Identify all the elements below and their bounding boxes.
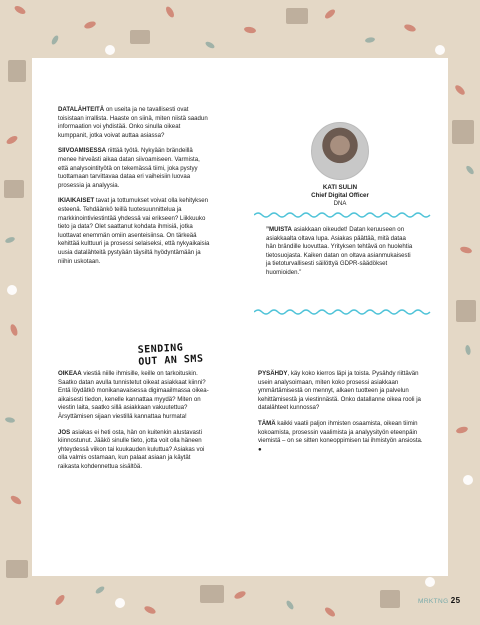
profile-org: DNA <box>333 201 347 207</box>
profile-name: KATI SULIN <box>322 184 358 191</box>
wave-divider-top <box>254 211 432 219</box>
paragraph-tama: TÄMÄ kaikki vaatii paljon ihmisten osaamista, oikean tiimin kokoamista, prosessin vaalimista ja analyysityön eteenpäin viemistä – on se sitten koneoppimisen tai ihmistyön ansiosta. ● <box>258 419 423 453</box>
profile-title: Chief Digital Officer <box>311 192 369 199</box>
page-footer <box>418 596 461 605</box>
paragraph-datalahteita: DATALÄHTEITÄ on useita ja ne tavallisesti ovat toisistaan irrallista. Haaste on siinä, miten niistä saadun informaation voi yhdistää. Onko sinulla oikeat kumppanit, jotka voivat auttaa asiassa? <box>58 106 208 139</box>
left-column-top <box>58 106 210 273</box>
paragraph-siivoamisessa: SIIVOAMISESSA riittää työtä. Nykyään brändeillä menee hirveästi aikaa datan siivoamiseen. Varmista, että analysointityötä on tekemässä tiimi, joka pystyy tuottamaan tarvittavaa dataa eri vaiheisiin luovaa prosessia ja analyysia. <box>58 147 200 189</box>
right-column-bottom <box>258 370 426 461</box>
section-heading: SENDING OUT AN SMS <box>137 342 204 368</box>
paragraph-pysahdy: PYSÄHDY, käy koko kierros läpi ja toista. Pysähdy riittävän usein analysoimaan, miten koko prosessi asiakkaan ymmärtämisestä on mennyt, alkaen tuotteen ja palvelun kehittämisestä ja viestinnästä. Onko datallanne oikea rooli ja datalähteet kunnossa? <box>258 370 421 412</box>
magazine-name: MRKTNG <box>418 598 449 605</box>
wave-divider-bottom <box>254 308 432 316</box>
pull-quote: ”MUISTA asiakkaan oikeudet! Datan keruuseen on asiakkaalta oltava lupa. Asiakas päättää, mitä dataa hän brändille luovuttaa. Yrityksen tehtävä on huolehtia tietosuojasta. Kaiken datan on oltava asianmukaisesti ja tietoturvallisesti säilöttyä GDPR-säädökset huomioiden.” <box>266 226 413 276</box>
paragraph-oikeaa: OIKEAA viestiä niille ihmisille, keille on tarkoituskin. Saatko datan avulla tunnistetut oikeat asiakkaat kiinni? Entä löydätkö monikanavaisessa digimaailmassa oikea-aikaisesti tiedon, kenelle kannattaa myydä? Miten on viestin laita, saatko sillä asiakkaan vakuutettua? Ärsyttämisen sijaan viestillä kannattaa hurmata! <box>58 370 209 420</box>
page-number: 25 <box>450 596 461 605</box>
profile-card <box>254 122 426 208</box>
left-column-bottom <box>58 370 210 479</box>
avatar <box>311 122 369 180</box>
paragraph-jos: JOS asiakas ei heti osta, hän on kuitenkin alustavasti kiinnostunut. Jääkö sinulle tieto, jotta voit olla häneen yhteydessä viikon tai kuukauden kuluttua? Asiakas voi olla valmis ostamaan, kun palaat asiaan ja käytät raikasta kohdennettua sisältöä. <box>58 428 205 470</box>
paragraph-ikiaikaiset: IKIAIKAISET tavat ja tottumukset voivat olla kehityksen esteenä. Tehdäänkö teillä tuotesuunnittelua ja markkinointiviestintää yhdessä vai erikseen? Liikkuuko tieto ja data? Olet saattanut kohdata ihmisiä, jotka luottavat enemmän omiin asenteisiinsa. On tärkeää kehittää kulttuuri ja prosessi selaiseksi, että nykyaikaisia uusia datalähteitä pystyään täysiltä hyödyntämään ja niihin uskotaan. <box>58 197 210 265</box>
